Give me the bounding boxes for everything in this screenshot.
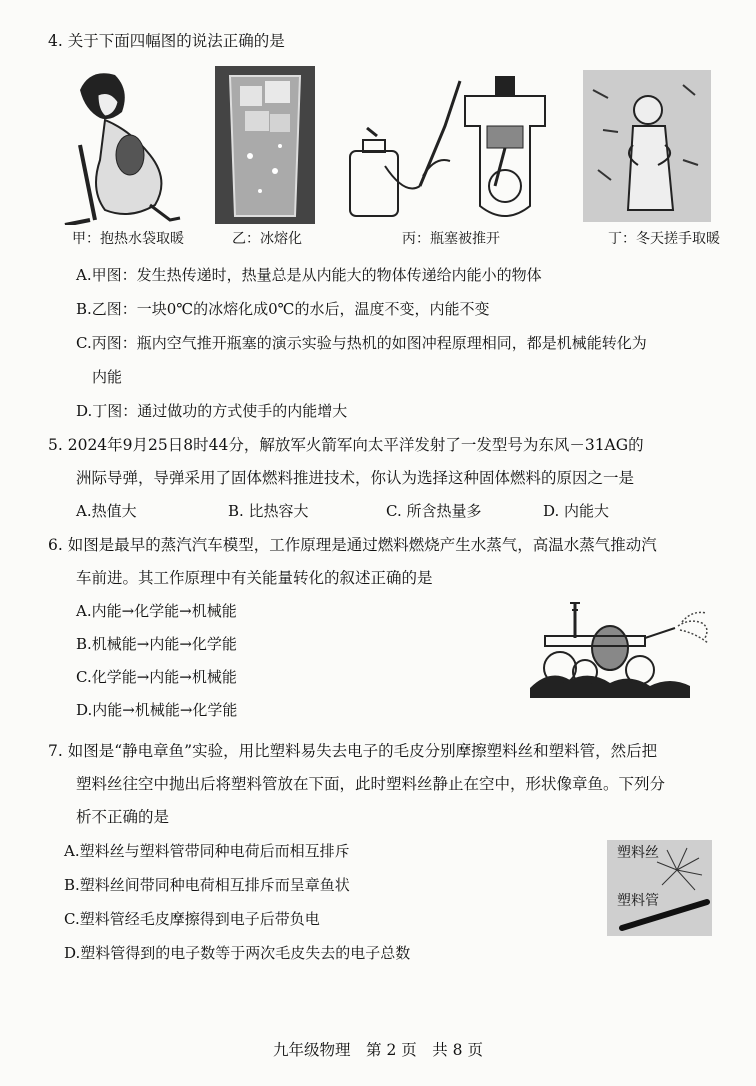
q7-option-a[interactable]: A.塑料丝与塑料管带同种电荷后而相互排斥 (64, 842, 350, 860)
figure-steam-car (530, 598, 715, 698)
q4-option-c[interactable]: C.丙图：瓶内空气推开瓶塞的演示实验与热机的如图冲程原理相同，都是机械能转化为 (76, 334, 647, 352)
figure-yi-caption: 乙：冰熔化 (232, 231, 302, 247)
figure-label-plastic-tube: 塑料管 (617, 893, 659, 909)
q6-option-a[interactable]: A.内能→化学能→机械能 (76, 602, 237, 620)
q7-option-b[interactable]: B.塑料丝间带同种电荷相互排斥而呈章鱼状 (64, 876, 350, 894)
q6-stem-line2: 车前进。其工作原理中有关能量转化的叙述正确的是 (76, 569, 433, 587)
figure-bing-stopper-pushed (345, 66, 560, 224)
figure-ding-rubbing-hands (583, 70, 711, 222)
q7-stem-line1: 7. 如图是“静电章鱼”实验，用比塑料易失去电子的毛皮分别摩擦塑料丝和塑料管，然后把 (48, 742, 658, 760)
page-footer: 九年级物理 第 2 页 共 8 页 (273, 1041, 483, 1059)
q7-stem-line3: 析不正确的是 (76, 808, 170, 826)
q4-option-c-cont: 内能 (92, 368, 123, 386)
q6-option-c[interactable]: C.化学能→内能→机械能 (76, 668, 237, 686)
figure-yi-ice-melting (215, 66, 315, 224)
q6-stem-line1: 6. 如图是最早的蒸汽汽车模型，工作原理是通过燃料燃烧产生水蒸气，高温水蒸气推动汽 (48, 536, 657, 554)
figure-static-octopus (607, 840, 712, 936)
figure-jia-hot-water-bag (60, 60, 185, 225)
q4-option-d[interactable]: D.丁图：通过做功的方式使手的内能增大 (76, 402, 348, 420)
q5-option-c[interactable]: C. 所含热量多 (386, 502, 482, 520)
q7-option-c[interactable]: C.塑料管经毛皮摩擦得到电子后带负电 (64, 910, 320, 928)
q7-stem-line2: 塑料丝往空中抛出后将塑料管放在下面，此时塑料丝静止在空中，形状像章鱼。下列分 (76, 775, 666, 793)
q5-stem-line2: 洲际导弹，导弹采用了固体燃料推进技术，你认为选择这种固体燃料的原因之一是 (76, 469, 635, 487)
q7-option-d[interactable]: D.塑料管得到的电子数等于两次毛皮失去的电子总数 (64, 944, 411, 962)
figure-bing-caption: 丙：瓶塞被推开 (402, 231, 500, 247)
q5-option-a[interactable]: A.热值大 (76, 502, 137, 520)
q4-option-a[interactable]: A.甲图：发生热传递时，热量总是从内能大的物体传递给内能小的物体 (76, 266, 542, 284)
figure-label-plastic-string: 塑料丝 (617, 845, 659, 861)
q5-stem-line1: 5. 2024年9月25日8时44分，解放军火箭军向太平洋发射了一发型号为东风－31AG的 (48, 436, 644, 454)
figure-ding-caption: 丁：冬天搓手取暖 (608, 231, 720, 247)
q6-option-d[interactable]: D.内能→机械能→化学能 (76, 701, 238, 719)
q4-option-b[interactable]: B.乙图：一块0℃的冰熔化成0℃的水后，温度不变，内能不变 (76, 300, 490, 318)
q6-option-b[interactable]: B.机械能→内能→化学能 (76, 635, 237, 653)
q4-stem: 4. 关于下面四幅图的说法正确的是 (48, 32, 285, 50)
q5-option-b[interactable]: B. 比热容大 (228, 502, 309, 520)
q5-option-d[interactable]: D. 内能大 (543, 502, 610, 520)
figure-jia-caption: 甲：抱热水袋取暖 (72, 231, 184, 247)
